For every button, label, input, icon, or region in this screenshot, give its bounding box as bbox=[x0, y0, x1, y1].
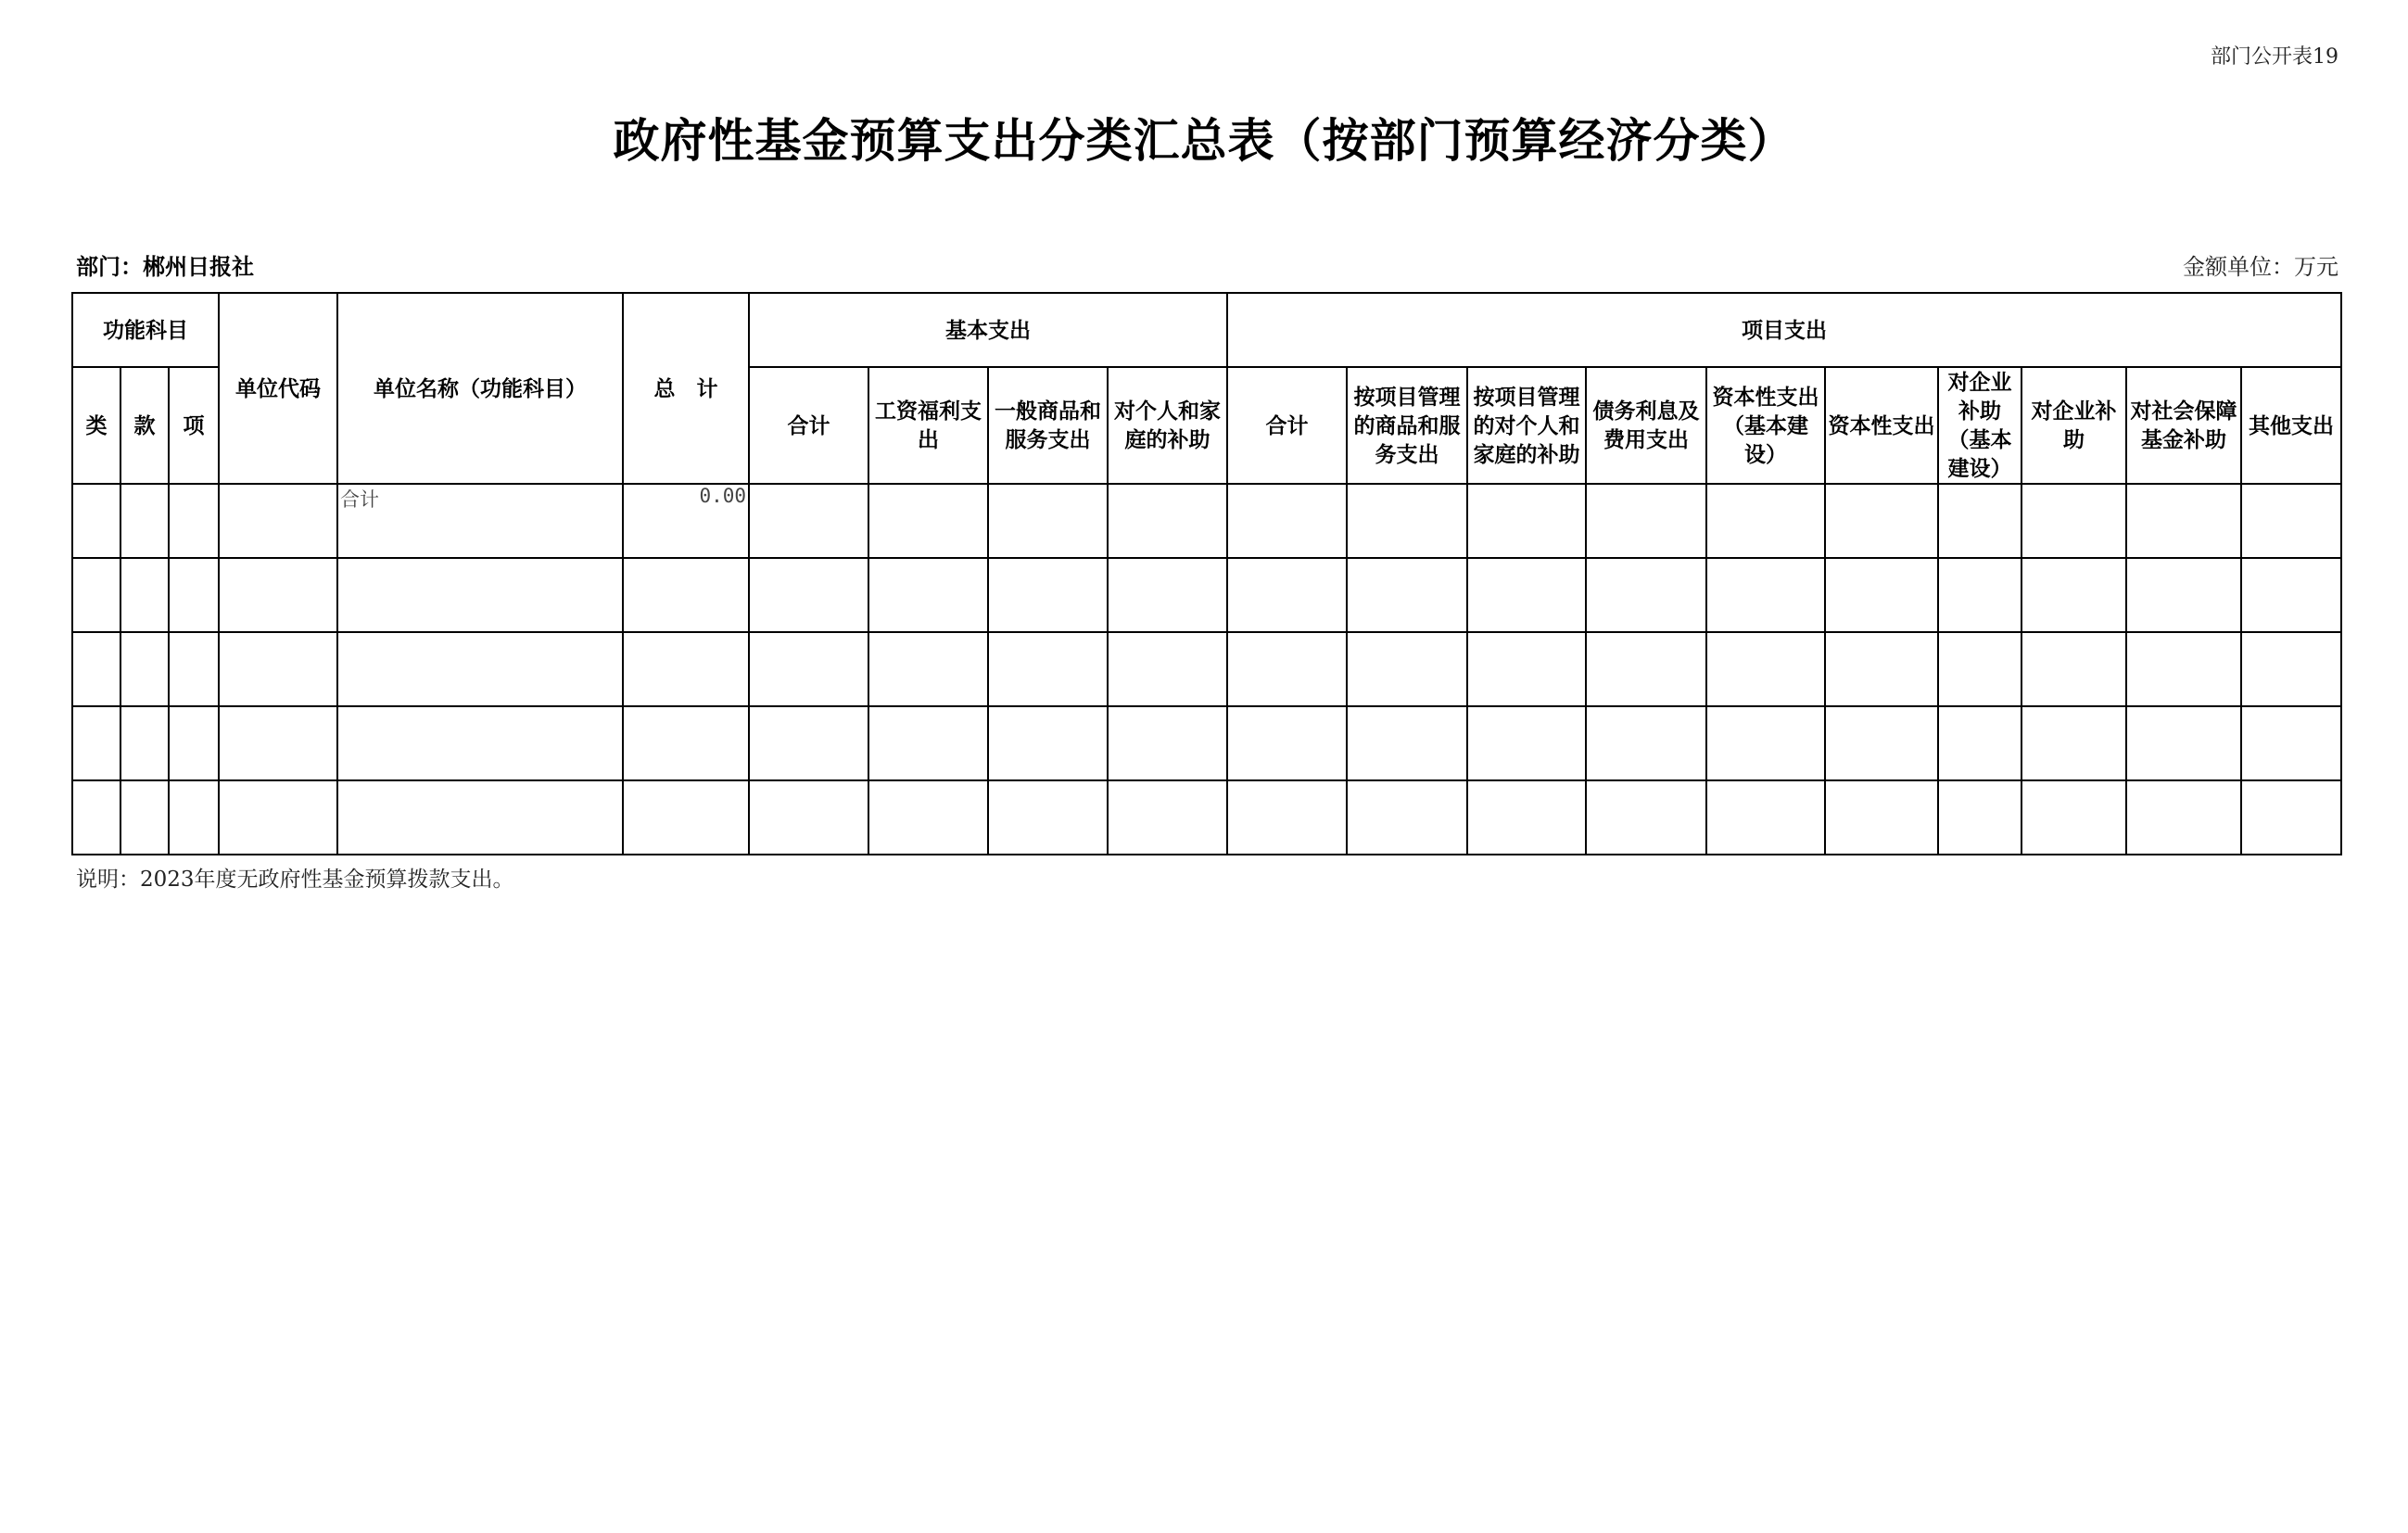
footnote: 说明：2023年度无政府性基金预算拨款支出。 bbox=[76, 868, 514, 892]
header-unit-name: 单位名称（功能科目） bbox=[337, 293, 623, 484]
cell-lei bbox=[72, 706, 120, 780]
cell-xiang bbox=[169, 706, 219, 780]
header-project-group: 项目支出 bbox=[1227, 293, 2341, 367]
cell bbox=[2241, 484, 2341, 558]
cell bbox=[2241, 780, 2341, 855]
header-project-goods: 按项目管理的商品和服务支出 bbox=[1347, 367, 1467, 484]
cell bbox=[868, 780, 988, 855]
department-label: 部门：郴州日报社 bbox=[76, 253, 254, 280]
cell-kuan bbox=[120, 780, 169, 855]
header-project-debt: 债务利息及费用支出 bbox=[1586, 367, 1706, 484]
cell bbox=[1706, 706, 1825, 780]
cell bbox=[2241, 558, 2341, 632]
cell bbox=[1938, 484, 2021, 558]
cell-total bbox=[623, 632, 749, 706]
page-title: 政府性基金预算支出分类汇总表（按部门预算经济分类） bbox=[613, 113, 1795, 168]
cell bbox=[749, 558, 868, 632]
cell bbox=[988, 484, 1108, 558]
cell bbox=[2021, 632, 2126, 706]
cell bbox=[1347, 632, 1467, 706]
cell bbox=[1825, 706, 1938, 780]
header-project-enterprise: 对企业补助 bbox=[2021, 367, 2126, 484]
cell bbox=[1347, 780, 1467, 855]
cell-unit-code bbox=[219, 706, 337, 780]
table-row bbox=[72, 484, 2341, 558]
cell bbox=[1706, 632, 1825, 706]
cell-unit-code bbox=[219, 484, 337, 558]
cell-xiang bbox=[169, 780, 219, 855]
amount-unit-label: 金额单位：万元 bbox=[2183, 254, 2338, 280]
cell bbox=[749, 632, 868, 706]
cell bbox=[1108, 484, 1227, 558]
header-project-total: 合计 bbox=[1227, 367, 1347, 484]
cell-lei bbox=[72, 558, 120, 632]
cell bbox=[1108, 780, 1227, 855]
cell bbox=[2126, 484, 2241, 558]
cell bbox=[2021, 780, 2126, 855]
header-project-enterprise-construction: 对企业补助（基本建设） bbox=[1938, 367, 2021, 484]
cell bbox=[868, 484, 988, 558]
cell bbox=[2126, 706, 2241, 780]
cell bbox=[1227, 558, 1347, 632]
cell bbox=[749, 780, 868, 855]
cell bbox=[1347, 558, 1467, 632]
cell bbox=[1108, 632, 1227, 706]
cell bbox=[749, 484, 868, 558]
cell bbox=[1825, 484, 1938, 558]
cell bbox=[1108, 706, 1227, 780]
table-row bbox=[72, 706, 2341, 780]
cell bbox=[1227, 632, 1347, 706]
header-basic-household: 对个人和家庭的补助 bbox=[1108, 367, 1227, 484]
header-project-household: 按项目管理的对个人和家庭的补助 bbox=[1467, 367, 1586, 484]
cell bbox=[749, 706, 868, 780]
cell bbox=[1938, 558, 2021, 632]
cell bbox=[2126, 632, 2241, 706]
header-basic-total: 合计 bbox=[749, 367, 868, 484]
cell bbox=[1825, 632, 1938, 706]
cell bbox=[1586, 632, 1706, 706]
cell-unit-code bbox=[219, 558, 337, 632]
header-xiang: 项 bbox=[169, 367, 219, 484]
cell-unit-name bbox=[337, 706, 623, 780]
cell bbox=[988, 780, 1108, 855]
cell bbox=[1586, 484, 1706, 558]
cell bbox=[1467, 780, 1586, 855]
cell-unit-name bbox=[337, 780, 623, 855]
header-project-other: 其他支出 bbox=[2241, 367, 2341, 484]
cell-lei bbox=[72, 484, 120, 558]
cell bbox=[2241, 706, 2341, 780]
cell bbox=[988, 632, 1108, 706]
cell-lei bbox=[72, 780, 120, 855]
cell-xiang bbox=[169, 558, 219, 632]
cell bbox=[1706, 558, 1825, 632]
header-kuan: 款 bbox=[120, 367, 169, 484]
cell bbox=[1825, 780, 1938, 855]
cell bbox=[2021, 558, 2126, 632]
header-project-capital: 资本性支出 bbox=[1825, 367, 1938, 484]
header-lei: 类 bbox=[72, 367, 120, 484]
cell-kuan bbox=[120, 484, 169, 558]
cell bbox=[988, 558, 1108, 632]
cell-unit-name: 合计 bbox=[337, 484, 623, 558]
cell-kuan bbox=[120, 558, 169, 632]
cell bbox=[1586, 780, 1706, 855]
cell-total bbox=[623, 780, 749, 855]
cell bbox=[1227, 706, 1347, 780]
cell bbox=[1706, 484, 1825, 558]
cell bbox=[1938, 780, 2021, 855]
cell-xiang bbox=[169, 632, 219, 706]
cell bbox=[988, 706, 1108, 780]
cell bbox=[868, 706, 988, 780]
cell-total: 0.00 bbox=[623, 484, 749, 558]
cell bbox=[1467, 706, 1586, 780]
cell bbox=[1467, 558, 1586, 632]
cell bbox=[1347, 484, 1467, 558]
cell-lei bbox=[72, 632, 120, 706]
cell bbox=[2241, 632, 2341, 706]
table-row bbox=[72, 632, 2341, 706]
header-total: 总 计 bbox=[623, 293, 749, 484]
cell bbox=[2021, 484, 2126, 558]
header-basic-wages: 工资福利支出 bbox=[868, 367, 988, 484]
cell bbox=[1227, 484, 1347, 558]
table-row bbox=[72, 558, 2341, 632]
cell bbox=[2126, 780, 2241, 855]
cell bbox=[868, 632, 988, 706]
cell bbox=[1227, 780, 1347, 855]
cell bbox=[2126, 558, 2241, 632]
header-project-capital-construction: 资本性支出（基本建设） bbox=[1706, 367, 1825, 484]
cell bbox=[868, 558, 988, 632]
cell-unit-code bbox=[219, 780, 337, 855]
header-func-subject: 功能科目 bbox=[72, 293, 219, 367]
table-row bbox=[72, 780, 2341, 855]
header-project-social-security: 对社会保障基金补助 bbox=[2126, 367, 2241, 484]
cell-unit-name bbox=[337, 558, 623, 632]
cell-total bbox=[623, 558, 749, 632]
expenditure-table bbox=[71, 292, 2342, 855]
table-number: 部门公开表19 bbox=[2211, 45, 2338, 69]
cell bbox=[1938, 706, 2021, 780]
cell-total bbox=[623, 706, 749, 780]
cell-unit-name bbox=[337, 632, 623, 706]
header-unit-code: 单位代码 bbox=[219, 293, 337, 484]
cell-kuan bbox=[120, 632, 169, 706]
cell bbox=[1467, 484, 1586, 558]
cell bbox=[1706, 780, 1825, 855]
header-row-1 bbox=[72, 293, 2341, 367]
cell bbox=[2021, 706, 2126, 780]
cell-xiang bbox=[169, 484, 219, 558]
cell bbox=[1108, 558, 1227, 632]
header-basic-goods: 一般商品和服务支出 bbox=[988, 367, 1108, 484]
cell bbox=[1586, 706, 1706, 780]
cell bbox=[1586, 558, 1706, 632]
header-basic-group: 基本支出 bbox=[749, 293, 1227, 367]
cell bbox=[1347, 706, 1467, 780]
cell-unit-code bbox=[219, 632, 337, 706]
cell bbox=[1467, 632, 1586, 706]
cell bbox=[1825, 558, 1938, 632]
cell-kuan bbox=[120, 706, 169, 780]
cell bbox=[1938, 632, 2021, 706]
